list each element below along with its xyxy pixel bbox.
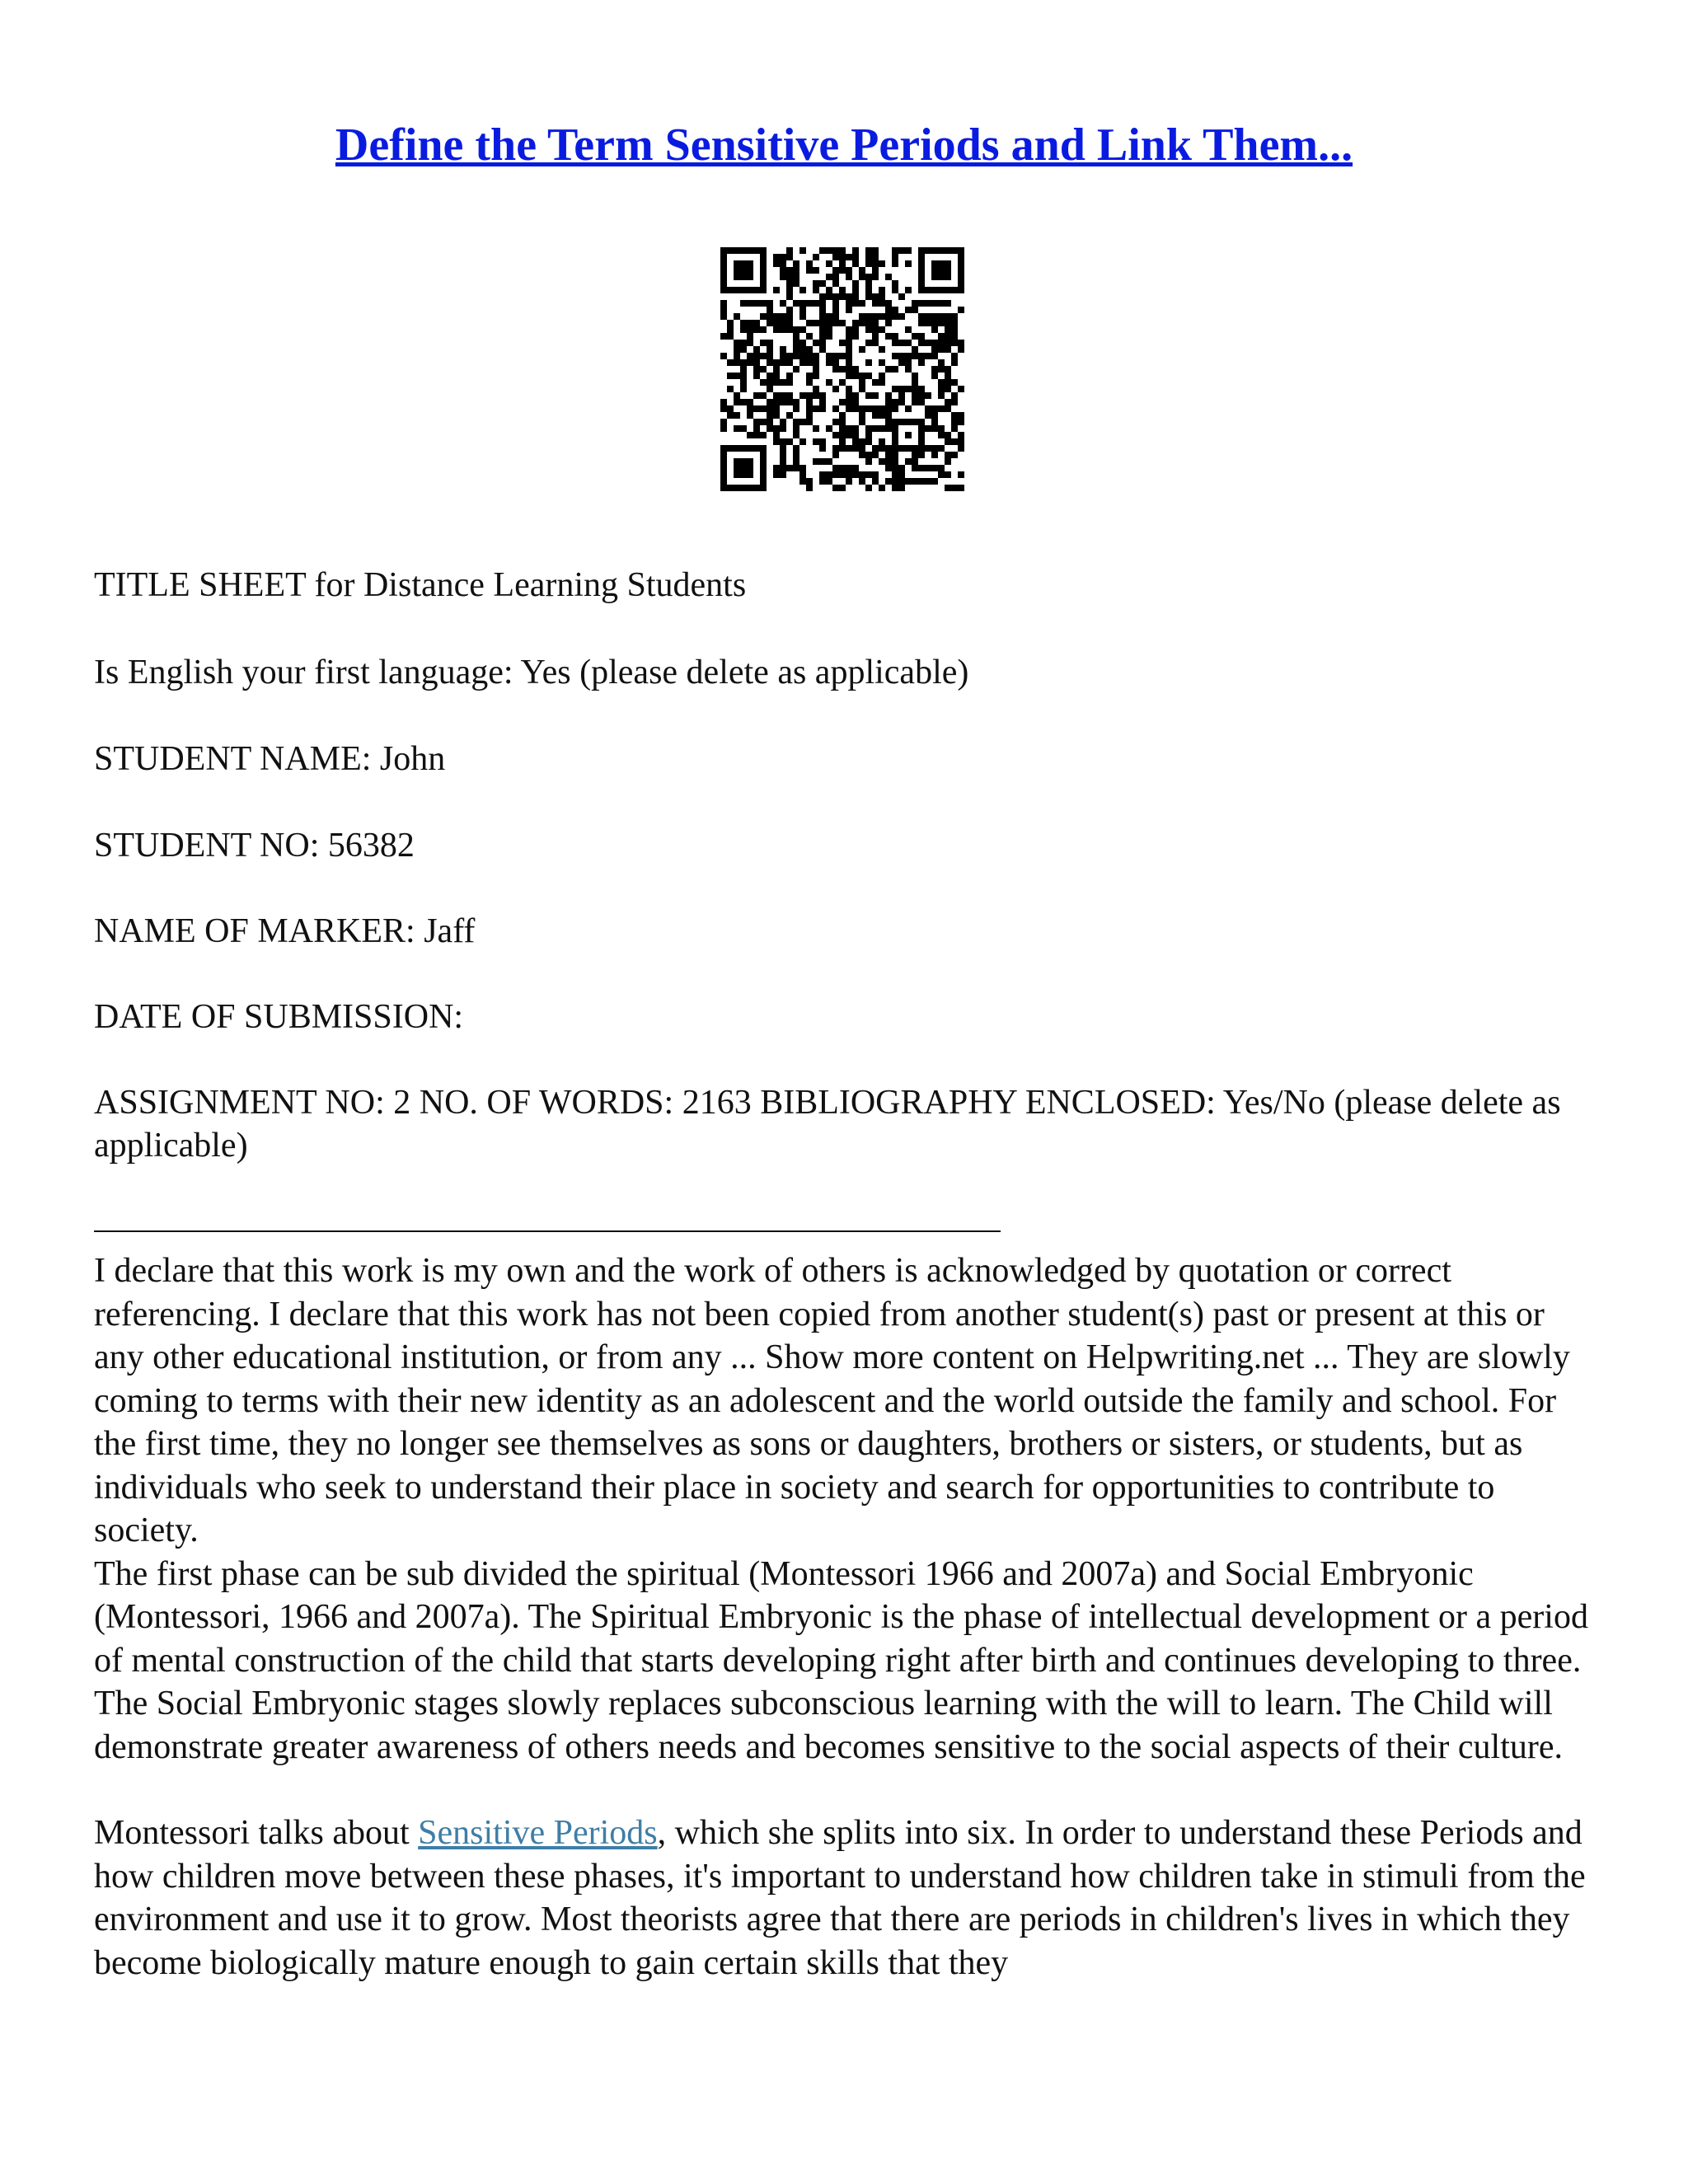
student-number-line: STUDENT NO: 56382 [94,827,415,865]
submission-date-line: DATE OF SUBMISSION: [94,998,464,1036]
document-title [0,115,1688,175]
separator-line [94,1230,1001,1232]
student-name-line: STUDENT NAME: John [94,740,446,778]
english-first-language-line: Is English your first language: Yes (please delete as applicable) [94,654,969,691]
title-link[interactable]: Define the Term Sensitive Periods and Link Them... [335,120,1353,171]
sensitive-periods-link[interactable]: Sensitive Periods [418,1814,658,1852]
montessori-text-before: Montessori talks about [94,1814,419,1852]
body-text [94,1249,1602,1985]
first-phase-paragraph: The first phase can be sub divided the spiritual (Montessori 1966 and 2007a) and Social Embryonic (Montessori, 1966 and 2007a). The Spiritual Embryonic is the phase of intellectual development or a period of mental construction of the child that starts developing right after birth and continues developing to three. The Social Embryonic stages slowly replaces subconscious learning with the will to learn. The Child will demonstrate greater awareness of others needs and becomes sensitive to the social aspects of their culture. [94,1554,1588,1766]
montessori-text-after: , which she splits into six. In order to understand these Periods and how children move between these phases, it's important to understand how children take in stimuli from the environment and use it to grow. Most theorists agree that there are periods in children's lives in which they become biologically mature enough to gain certain skills that they [94,1814,1586,1982]
assignment-line: ASSIGNMENT NO: 2 NO. OF WORDS: 2163 BIBLIOGRAPHY ENCLOSED: Yes/No (please delete as applicable) [94,1084,1561,1165]
montessori-paragraph [94,1811,1602,1985]
marker-name-line: NAME OF MARKER: Jaff [94,912,476,950]
declaration-paragraph: I declare that this work is my own and the work of others is acknowledged by quotation or correct referencing. I declare that this work has not been copied from another student(s) past or present at this or any other educational institution, or from any ... Show more content on Helpwriting.net ... They are slowly coming to terms with their new identity as an adolescent and the world outside the family and school. For the first time, they no longer see themselves as sons or daughters, brothers or sisters, or students, but as individuals who seek to understand their place in society and search for opportunities to contribute to society. [94,1252,1570,1549]
qr-code-icon [720,247,964,491]
title-sheet-line: TITLE SHEET for Distance Learning Students [94,566,747,604]
